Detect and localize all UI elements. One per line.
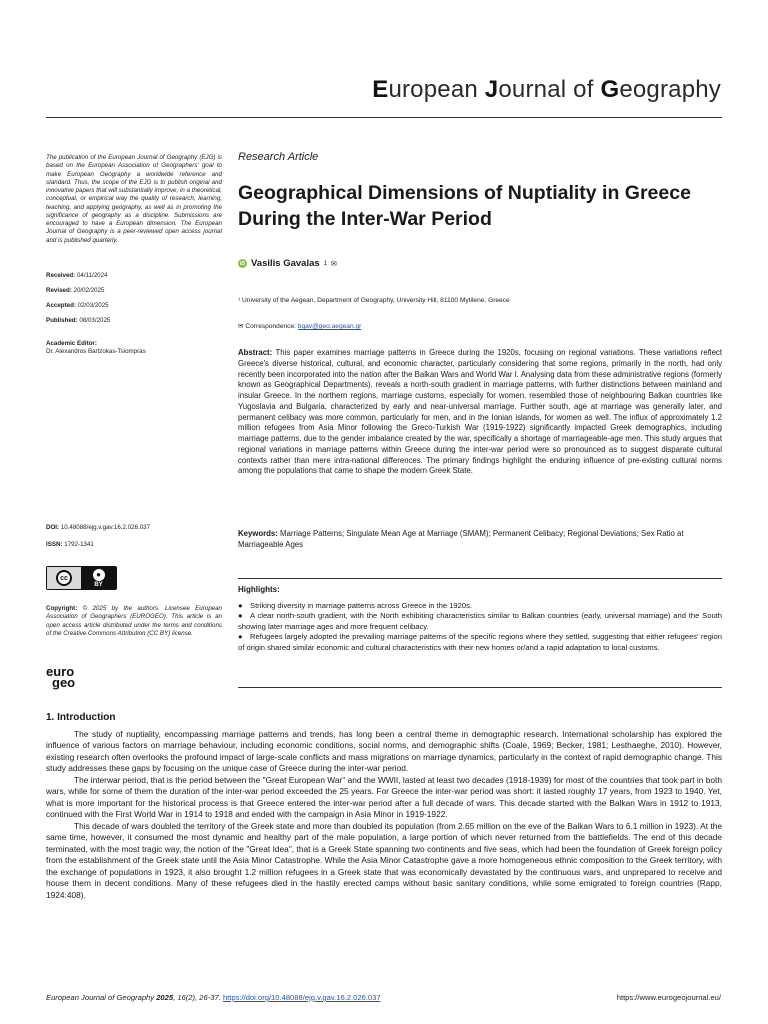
author-line (238, 258, 722, 269)
footer-year: 2025 (156, 993, 174, 1002)
section-heading-introduction: 1. Introduction (46, 712, 116, 723)
author-name: Vasilis Gavalas (251, 258, 320, 269)
academic-editor (46, 340, 222, 357)
published-value: 08/03/2025 (79, 317, 111, 324)
doi-label: DOI: (46, 524, 60, 531)
journal-title-part: uropean (388, 76, 485, 103)
revised-value: 20/02/2025 (73, 287, 105, 294)
highlights-list (238, 601, 722, 653)
highlight-text: Refugees largely adopted the prevailing marriage patterns of the specific regions where they settled, suggesting that either refugees' region of origin shared similar economic and cultural characteristics with their new homes or/and a rapid adaptation to local customs. (238, 632, 722, 652)
keywords-label: Keywords: (238, 529, 278, 538)
doi-value: 10.48088/ejg.v.gav.16.2.026.037 (60, 524, 151, 531)
author-affiliation: ¹ University of the Aegean, Department of Geography, University Hill, 81100 Mytilene, Greece (238, 297, 510, 304)
issn-line (46, 541, 222, 549)
body-paragraph: The interwar period, that is the period between the "Great European War" and the WWII, lasted at least two decades (1918-1939) for most of the countries that took part in both wars, while for some of them the duration of the inter-war period exceeded the 25 years. For Greece the inter-war period was short: it lasted roughly 17 years, from 1923 to 1940. Yet, what is more important for the historical process is that Greece entered the inter-war period after a full decade of wars. This decade started with the Balkan Wars in 1912 to 1913, continued with the First World War in 1914 to 1918 and ended with the campaign in Asia Minor in 1919-1922. (46, 774, 722, 820)
journal-title-part: E (372, 76, 389, 103)
revised-date (46, 287, 222, 295)
received-date (46, 272, 222, 280)
abstract (238, 348, 722, 477)
issn-label: ISSN: (46, 541, 63, 548)
correspondence (238, 322, 722, 330)
editor-name: Dr. Alexandros Bartzokas-Tsiompras (46, 348, 146, 356)
footer-volume: 16 (177, 993, 186, 1002)
accepted-date (46, 302, 222, 310)
journal-scope (46, 154, 222, 245)
highlights-title: Highlights: (238, 585, 280, 594)
attribution-person-icon: ● (93, 569, 105, 581)
footer-doi-link[interactable]: https://doi.org/10.48088/ejg.v.gav.16.2.026.037 (222, 993, 381, 1002)
copyright-text: © 2025 by the authors. Licensee European Association of Geographers (EUROGEO). This article is an open access article distributed under the terms and conditions of the Creative Commons Attribution (CC BY) license. (46, 605, 222, 637)
footer-issue-pages: (2), 26-37. (185, 993, 223, 1002)
article-type: Research Article (238, 151, 319, 163)
highlight-item: ● Striking diversity in marriage patterns across Greece in the 1920s. (238, 601, 473, 610)
journal-title-part: G (600, 76, 620, 103)
copyright-notice (46, 605, 222, 638)
doi-line (46, 524, 222, 532)
editor-label: Academic Editor: (46, 340, 97, 347)
journal-title-part: eography (619, 76, 721, 103)
highlight-item: ● Refugees largely adopted the prevailing marriage patterns of the specific regions where they settled, suggesting that either refugees' region of origin shared similar economic and cultural characteristics with their new homes or/and a rapid adaptation to local customs. (238, 632, 722, 652)
correspondence-label: Correspondence: (245, 323, 298, 330)
article-title: Geographical Dimensions of Nuptiality in Greece During the Inter-War Period (238, 182, 691, 231)
cc-by-license-badge[interactable] (46, 566, 117, 590)
issn-value: 1792-1341 (64, 541, 94, 548)
highlight-item: ● A clear north-south gradient, with the North exhibiting characteristics similar to Balkan countries (early, universal marriage) and the South showing later marriage ages and more frequent celibacy. (238, 611, 722, 631)
accepted-value: 02/03/2025 (77, 302, 109, 309)
cc-by-label: BY (94, 581, 103, 588)
eurogeo-logo (46, 664, 76, 691)
footer-website-link[interactable]: https://www.eurogeojournal.eu/ (616, 993, 721, 1002)
keywords (238, 529, 722, 551)
citation-footer: European Journal of Geography 2025, 16(2), 26-37. https://doi.org/10.48088/ejg.v.gav.16.2.026.037 (46, 993, 381, 1002)
highlights-box (238, 578, 722, 688)
scope-text: The publication of the European Journal of Geography (EJG) is based on the European Association of Geographers' goal to make European Geography a worldwide reference and standard. Thus, the scope of the EJG is to publish original and innovative papers that will substantially improve, in a theoretical, conceptual, or empirical way the quality of research, learning, teaching, and applying geography, as well as in promoting the significance of geography as a discipline. Submissions are encouraged to have a European dimension. The European Journal of Geography is a peer-reviewed open access journal and is published quarterly. (46, 154, 222, 244)
introduction-body (46, 729, 722, 901)
received-value: 04/11/2024 (76, 272, 108, 279)
logo-line-2: geo (52, 675, 76, 691)
cc-icon: cc (56, 570, 72, 586)
revised-label: Revised: (46, 287, 72, 294)
journal-title-part: ournal of (498, 76, 601, 103)
envelope-icon: ✉ (238, 323, 244, 330)
highlight-text: Striking diversity in marriage patterns across Greece in the 1920s. (250, 601, 473, 610)
abstract-label: Abstract: (238, 348, 273, 357)
accepted-label: Accepted: (46, 302, 76, 309)
header-rule (46, 117, 722, 118)
highlight-text: A clear north-south gradient, with the North exhibiting characteristics similar to Balkan countries (early, universal marriage) and the South showing later marriage ages and more frequent celibacy. (238, 611, 722, 631)
keywords-text: Marriage Patterns; Singulate Mean Age at Marriage (SMAM); Permanent Celibacy; Regional Deviations; Sex Ratio at Marriageable Ages (238, 529, 684, 549)
author-affiliation-mark: 1 (323, 260, 328, 267)
copyright-label: Copyright: (46, 605, 78, 612)
abstract-text: This paper examines marriage patterns in Greece during the 1920s, focusing on regional variations. These variations reflect Greece's diverse historical, cultural, and economic character, particularly considering that some regions, primarily in the north, had only recently been incorporated into the nation after the Balkan Wars and World War I. Analysing data from these administrative regions (formerly known as Geographical Departments), reveals a north-south gradient in marriage patterns, with further distinctions between mainland and insular Greece. In the northern regions, marriage customs, especially for women, resembled those of neighbouring Balkan countries like Yugoslavia and Bulgaria, characterized by early and near-universal marriage. Further south, age at marriage was generally later, and permanent celibacy was more common, particularly for men, and in the Ionian islands, for women as well. The influx of approximately 1.2 million refugees from Asia Minor following the Greco-Turkish War (1919-1922) significantly impacted Greek demographics, including marriage patterns, due to the gender imbalance created by the war, specifically a shortage of marriageable-age men. This study argues that regional variations in marriage patterns within Greece during the inter-war period were so pronounced as to suggest disparate cultural contexts rather than mere intra-national differences. The primary findings highlight the enduring influence of pre-existing cultural norms among the populations that came to shape the modern Greek State. (238, 348, 722, 476)
journal-title-part: J (484, 76, 499, 103)
body-paragraph: The study of nuptiality, encompassing marriage patterns and trends, has long been a central theme in demographic research. International scholarship has explored the influence of various factors on marriage behaviour, including economic conditions, social norms, and demographic shifts (Coale, 1969; Becker, 1981; Lesthaeghe, 2010). However, existing research often overlooks the profound impact of large-scale conflicts and mass migrations on marriage dynamics, particularly in the context of rapid demographic change. This study addresses these gaps by focusing on the unique case of Greece during the inter-war period. (46, 729, 722, 774)
logo-line-1: euro (46, 664, 75, 679)
published-date (46, 317, 222, 325)
footer-journal: European Journal of Geography (46, 993, 157, 1002)
received-label: Received: (46, 272, 76, 279)
published-label: Published: (46, 317, 78, 324)
envelope-icon[interactable]: ✉ (331, 260, 337, 268)
orcid-icon[interactable]: iD (240, 260, 245, 267)
body-paragraph: This decade of wars doubled the territory of the Greek state and more than doubled its population (from 2.65 million on the eve of the Balkan Wars to 6.1 million in 1923). At the same time, however, it consumed the most dynamic and healthy part of the male population, a large portion of which never returned from the battlefields. The end of this decade terminated, with the most tragic way, the notion of the "Great Idea", that is a Greek State spanning two continents and five seas, which had been the foundation of Greek foreign policy from the establishment of the Greek state until the Asia Minor Catastrophe. While the Asia Minor Catastrophe gave a more homogeneous ethnic composition to the Greek territory, with the exchange of populations in 1923, it also brought 1.2 million refugees in a Greek state that was economically devastated by the continuous wars, and unprepared to receive and house them in decent conditions. Many of these refugees died in the hastily erected camps without basic sanitary conditions, while some emigrated to foreign countries (Rapp, 1924:408). (46, 820, 722, 900)
journal-title (372, 76, 721, 104)
correspondence-email-link[interactable]: bgav@geo.aegean.gr (297, 323, 362, 330)
